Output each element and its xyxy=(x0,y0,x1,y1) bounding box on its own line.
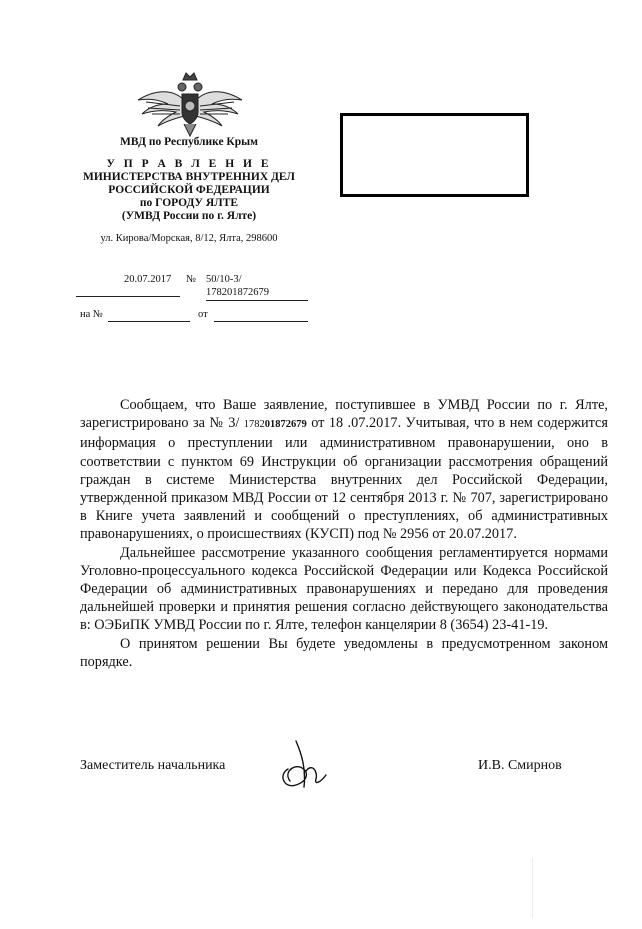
reply-to-number-label: на № xyxy=(80,309,103,320)
paragraph-registration: Сообщаем, что Ваше заявление, поступившее в УМВД России по г. Ялте, зарегистрировано за № 3/ 178201872679 от 18 .07.2017. Учитывая, что в нем содержится информация о преступлении или административном правонарушении, оно в соответствии с пунктом 69 Инструкции об организации рассмотрения обращений граждан в системе Министерства внутренних дел Российской Федерации, утвержденной приказом МВД России от 12 сентября 2013 г. № 707, зарегистрировано в Книге учета заявлений и сообщений о преступлениях, об административных правонарушениях, о происшествиях (КУСП) под № 2956 от 20.07.2017. xyxy=(80,397,608,543)
paragraph-notification: О принятом решении Вы будете уведомлены в предусмотренном законом порядке. xyxy=(80,635,608,670)
scan-artifact-line xyxy=(532,858,533,918)
ministry-line: МВД по Республике Крым xyxy=(120,136,258,148)
department-line3: РОССИЙСКОЙ ФЕДЕРАЦИИ xyxy=(108,184,270,196)
letter-body xyxy=(80,396,608,671)
reply-date-underline xyxy=(214,321,308,322)
addressee-box xyxy=(340,113,529,197)
handwritten-signature xyxy=(276,735,332,793)
reply-to-date-label: от xyxy=(198,309,208,320)
number-sign: № xyxy=(186,274,197,285)
paragraph-further-review: Дальнейшее рассмотрение указанного сообщения регламентируется нормами Уголовно-процессуального кодекса Российской Федерации или Кодекса Российской Федерации об административных правонарушениях и передано для проведения дальнейшей проверки и принятия решения согласно действующего законодательства в: ОЭБиПК УМВД России по г. Ялте, телефон канцелярии 8 (3654) 23-41-19. xyxy=(80,544,608,634)
department-line2: МИНИСТЕРСТВА ВНУТРЕННИХ ДЕЛ xyxy=(82,171,296,183)
department-address: ул. Кирова/Морская, 8/12, Ялта, 298600 xyxy=(100,233,278,244)
date-underline xyxy=(76,296,180,297)
signatory-name: И.В. Смирнов xyxy=(478,758,562,773)
double-headed-eagle-emblem-icon xyxy=(136,70,244,140)
department-short-name: (УМВД России по г. Ялте) xyxy=(121,210,257,222)
outgoing-number-line1: 50/10-3/ xyxy=(206,274,242,285)
department-title: У П Р А В Л Е Н И Е xyxy=(106,158,272,170)
outgoing-number-line2: 178201872679 xyxy=(206,287,269,298)
reply-number-underline xyxy=(108,321,190,322)
department-line4: по ГОРОДУ ЯЛТЕ xyxy=(139,197,239,209)
outgoing-date: 20.07.2017 xyxy=(124,274,172,285)
number-underline xyxy=(206,300,308,301)
signatory-title: Заместитель начальника xyxy=(80,758,226,773)
